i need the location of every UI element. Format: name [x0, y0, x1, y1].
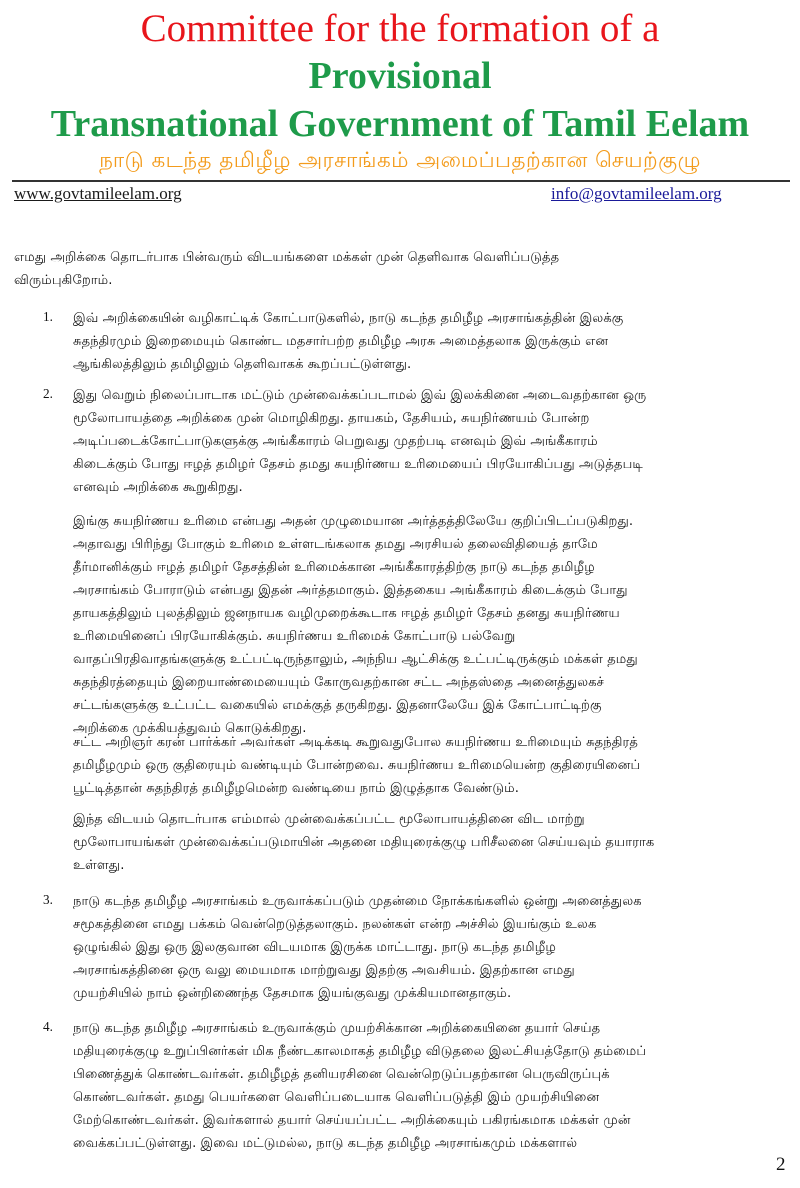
text-line: பூட்டித்தான் சுதந்திரத் தமிழீழமென்ற வண்டியை நாம் இழுத்தாக வேண்டும். — [73, 781, 519, 796]
text-line: சுதந்திரத்தையும் இறையாண்மையையும் கோருவதற்கான சட்ட அந்தஸ்தை அனைத்துலகச் — [73, 675, 604, 690]
text-line: கிடைக்கும் போது ஈழத் தமிழர் தேசம் தமது சுயநிர்ணய உரிமையைப் பிரயோகிப்பது அடுத்தபடி — [73, 457, 643, 472]
text-line: விரும்புகிறோம். — [14, 273, 113, 288]
item-1-paragraph — [73, 307, 788, 376]
item-number-1: 1. — [43, 309, 53, 324]
text-line: சமூகத்தினை எமது பக்கம் வென்றெடுத்தலாகும். நலன்கள் என்ற அச்சில் இயங்கும் உலக — [73, 917, 597, 932]
tamil-title: நாடு கடந்த தமிழீழ அரசாங்கம் அமைப்பதற்கான செயற்குழு — [99, 148, 701, 173]
header-divider — [12, 180, 790, 182]
item-3-paragraph — [73, 890, 788, 1005]
text-line: இங்கு சுயநிர்ணய உரிமை என்பது அதன் முழுமையான அர்த்தத்திலேயே குறிப்பிடப்படுகிறது. — [73, 514, 634, 529]
text-line: வாதப்பிரதிவாதங்களுக்கு உட்பட்டிருந்தாலும், அந்நிய ஆட்சிக்கு உட்பட்டிருக்கும் மக்கள் தமது — [73, 652, 638, 667]
text-line: உரிமையினைப் பிரயோகிக்கும். சுயநிர்ணய உரிமைக் கோட்பாடு பல்வேறு — [73, 629, 516, 644]
text-line: மூலோபாயத்தை அறிக்கை முன் மொழிகிறது. தாயகம், தேசியம், சுயநிர்ணயம் போன்ற — [73, 411, 590, 426]
text-line: ஒழுங்கில் இது ஒரு இலகுவான விடயமாக இருக்க மாட்டாது. நாடு கடந்த தமிழீழ — [73, 940, 557, 955]
text-line: தீர்மானிக்கும் ஈழத் தமிழர் தேசத்தின் உரிமைக்கான அங்கீகாரத்திற்கு நாடு கடந்த தமிழீழ — [73, 560, 595, 575]
text-line: இது வெறும் நிலைப்பாடாக மட்டும் முன்வைக்கப்படாமல் இவ் இலக்கினை அடைவதற்கான ஒரு — [73, 388, 647, 403]
text-line: ஆங்கிலத்திலும் தமிழிலும் தெளிவாகக் கூறப்பட்டுள்ளது. — [73, 357, 412, 372]
text-line: நாடு கடந்த தமிழீழ அரசாங்கம் உருவாக்கும் முயற்சிக்கான அறிக்கையினை தயார் செய்த — [73, 1021, 601, 1036]
title-line-3: Transnational Government of Tamil Eelam — [50, 103, 750, 145]
text-line: வைக்கப்பட்டுள்ளது. இவை மட்டுமல்ல, நாடு கடந்த தமிழீழ அரசாங்கமும் மக்களால் — [73, 1136, 578, 1151]
item-number-3: 3. — [43, 892, 53, 907]
item-number-2: 2. — [43, 386, 53, 401]
text-line: அடிப்படைக்கோட்பாடுகளுக்கு அங்கீகாரம் பெறுவது முதற்படி எனவும் இவ் அங்கீகாரம் — [73, 434, 598, 449]
text-line: சட்டங்களுக்கு உட்பட்ட வகையில் எமக்குத் தருகிறது. இதனாலேயே இக் கோட்பாட்டிற்கு — [73, 698, 602, 713]
text-line: மேற்கொண்டவர்கள். இவர்களால் தயார் செய்யப்பட்ட அறிக்கையும் பகிரங்கமாக மக்கள் முன் — [73, 1113, 631, 1128]
text-line: எனவும் அறிக்கை கூறுகிறது. — [73, 480, 243, 495]
email-link[interactable]: info@govtamileelam.org — [551, 184, 722, 203]
text-line: கொண்டவர்கள். தமது பெயர்களை வெளிப்படையாக வெளிப்படுத்தி இம் முயற்சியினை — [73, 1090, 600, 1105]
text-line: அரசாங்கம் போராடும் என்பது இதன் அர்த்தமாகும். இத்தகைய அங்கீகாரம் கிடைக்கும் போது — [73, 583, 628, 598]
text-line: தமிழீழமும் ஒரு குதிரையும் வண்டியும் போன்றவை. சுயநிர்ணய உரிமையென்ற குதிரையினைப் — [73, 758, 641, 773]
text-line: அறிக்கை முக்கியத்துவம் கொடுக்கிறது. — [73, 721, 307, 736]
title-line-2: Provisional — [308, 55, 492, 97]
text-line: எமது அறிக்கை தொடர்பாக பின்வரும் விடயங்களை மக்கள் முன் தெளிவாக வெளிப்படுத்த — [14, 250, 560, 265]
text-line: இவ் அறிக்கையின் வழிகாட்டிக் கோட்பாடுகளில், நாடு கடந்த தமிழீழ அரசாங்கத்தின் இலக்கு — [73, 311, 624, 326]
text-line: அதாவது பிரிந்து போகும் உரிமை உள்ளடங்கலாக தமது அரசியல் தலைவிதியைத் தாமே — [73, 537, 598, 552]
page-number: 2 — [776, 1154, 786, 1175]
text-line: முயற்சியில் நாம் ஒன்றிணைந்த தேசமாக இயங்குவது முக்கியமானதாகும். — [73, 986, 512, 1001]
text-line: அரசாங்கத்தினை ஒரு வலு மையமாக மாற்றுவது இதற்கு அவசியம். இதற்கான எமது — [73, 963, 575, 978]
item-2-paragraph-2 — [73, 510, 788, 740]
item-2-paragraph-4 — [73, 808, 788, 877]
item-2-paragraph-1 — [73, 384, 788, 499]
title-line-1: Committee for the formation of a — [140, 7, 660, 50]
text-line: இந்த விடயம் தொடர்பாக எம்மால் முன்வைக்கப்பட்ட மூலோபாயத்தினை விட மாற்று — [73, 812, 585, 827]
text-line: தாயகத்திலும் புலத்திலும் ஜனநாயக வழிமுறைக்கூடாக ஈழத் தமிழர் தேசம் தனது சுயநிர்ணய — [73, 606, 620, 621]
website-link[interactable]: www.govtamileelam.org — [14, 184, 182, 203]
text-line: சட்ட அறிஞர் கரன் பார்க்கர் அவர்கள் அடிக்கடி கூறுவதுபோல சுயநிர்ணய உரிமையும் சுதந்திரத் — [73, 735, 638, 750]
intro-paragraph — [14, 246, 754, 292]
item-4-paragraph — [73, 1017, 788, 1155]
item-2-paragraph-3 — [73, 731, 788, 800]
item-number-4: 4. — [43, 1019, 53, 1034]
text-line: நாடு கடந்த தமிழீழ அரசாங்கம் உருவாக்கப்படும் முதன்மை நோக்கங்களில் ஒன்று அனைத்துலக — [73, 894, 642, 909]
text-line: பிணைத்துக் கொண்டவர்கள். தமிழீழத் தனியரசினை வென்றெடுப்பதற்கான பெருவிருப்புக் — [73, 1067, 610, 1082]
text-line: உள்ளது. — [73, 858, 125, 873]
text-line: மதியுரைக்குழு உறுப்பினர்கள் மிக நீண்டகாலமாகத் தமிழீழ விடுதலை இலட்சியத்தோடு தம்மைப் — [73, 1044, 647, 1059]
text-line: சுதந்திரமும் இறைமையும் கொண்ட மதசார்பற்ற தமிழீழ அரசு அமைத்தலாக இருக்கும் என — [73, 334, 609, 349]
text-line: மூலோபாயங்கள் முன்வைக்கப்படுமாயின் அதனை மதியுரைக்குழு பரிசீலனை செய்யவும் தயாராக — [73, 835, 655, 850]
